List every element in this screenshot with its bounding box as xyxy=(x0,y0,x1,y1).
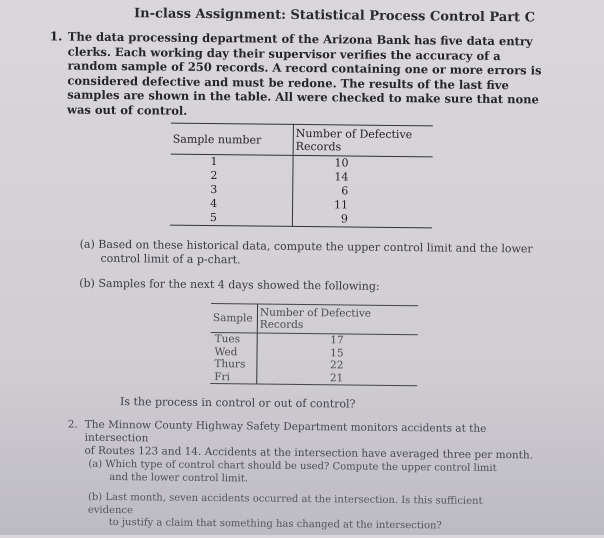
header-defective-records: Number of Defective Records xyxy=(257,304,418,335)
question-1-number: 1. xyxy=(49,29,63,44)
day-cell: Tues xyxy=(211,333,258,346)
q2a-line-2: and the lower control limit. xyxy=(109,471,249,484)
q2-line-1: The Minnow County Highway Safety Department monitors accidents at the intersection xyxy=(84,418,487,445)
q2a-line-1: (a) Which type of control chart should be used? Compute the upper control limit xyxy=(88,458,497,475)
sample-number-cell: 4 xyxy=(170,197,293,212)
defective-count-cell: 10 xyxy=(334,156,349,170)
part-a-label: (a) xyxy=(79,237,95,251)
page-title: In-class Assignment: Statistical Process Control Part C xyxy=(134,6,536,26)
defective-count-cell: 21 xyxy=(257,371,418,386)
sample-number-cell: 3 xyxy=(170,183,293,198)
day-cell: Fri xyxy=(210,371,257,384)
sample-number-cell: 1 xyxy=(170,154,293,170)
sample-number-cell: 2 xyxy=(170,169,293,184)
header-sample-number: Sample number xyxy=(171,123,294,155)
defective-records-table xyxy=(170,123,433,229)
question-1-text: The data processing department of the Arizona Bank has five data entry clerks. Each working day their supervisor verifies the accuracy of a random sample of 250 records. A record containing one or more errors is considered defective and must be redone. The results of the last five samples are shown in the table. All were checked to make sure that none was out of control. xyxy=(67,29,542,118)
sample-number-cell: 5 xyxy=(170,211,293,227)
table-row xyxy=(210,371,417,386)
defective-count-cell: 17 xyxy=(330,334,344,347)
question-2-text xyxy=(84,419,534,463)
question-2-part-b xyxy=(88,492,528,534)
defective-count-cell: 9 xyxy=(292,212,432,228)
question-1-part-b: (b) Samples for the next 4 days showed the following: xyxy=(79,276,380,293)
q2b-line-1: (b) Last month, seven accidents occurred at the intersection. Is this sufficient evidence xyxy=(87,491,483,516)
defective-count-cell: 22 xyxy=(329,359,344,372)
defective-count-cell: 11 xyxy=(334,198,349,212)
header-defective-records: Number of Defective Records xyxy=(293,124,433,156)
header-sample: Sample xyxy=(211,304,258,333)
part-a-line-1: Based on these historical data, compute the upper control limit and the lower xyxy=(98,237,533,256)
question-1-part-a xyxy=(79,238,539,271)
next-days-table xyxy=(210,303,418,386)
day-cell: Wed xyxy=(210,346,257,359)
question-2-part-a xyxy=(88,459,528,489)
q2-line-2: of Routes 123 and 14. Accidents at the intersection have averaged three per month. xyxy=(84,444,534,462)
day-cell: Thurs xyxy=(210,358,257,371)
defective-count-cell: 15 xyxy=(330,346,344,359)
table-row xyxy=(210,358,417,373)
question-2-number: 2. xyxy=(67,418,78,431)
defective-count-cell: 14 xyxy=(334,170,349,184)
q2b-line-2: to justify a claim that something has changed at the intersection? xyxy=(108,516,442,532)
part-a-line-2: control limit of a p-chart. xyxy=(100,251,241,267)
defective-count-cell: 6 xyxy=(341,184,349,198)
control-question: Is the process in control or out of control? xyxy=(119,395,356,411)
table-header-row xyxy=(171,123,433,157)
table-row xyxy=(170,211,432,228)
table-header-row xyxy=(211,304,418,335)
